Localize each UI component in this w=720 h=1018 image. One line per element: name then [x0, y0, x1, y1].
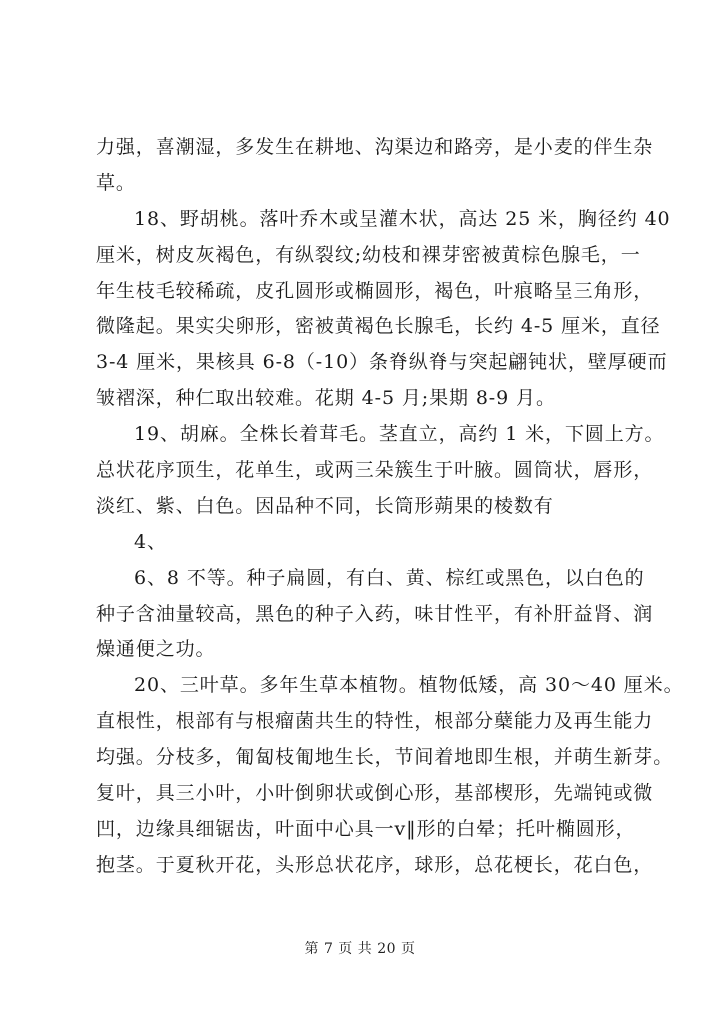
text-line: 淡红、紫、白色。因品种不同，长筒形蒴果的棱数有 [96, 494, 554, 517]
text-line: 皱褶深，种仁取出较难。花期 4-5 月;果期 8-9 月。 [96, 387, 556, 410]
text-line: 年生枝毛较稀疏，皮孔圆形或椭圆形，褐色，叶痕略呈三角形， [96, 279, 654, 302]
text-line: 19、胡麻。全株长着茸毛。茎直立，高约 1 米，下圆上方。 [134, 423, 665, 446]
text-line: 燥通便之功。 [96, 638, 216, 661]
text-line: 力强，喜潮湿，多发生在耕地、沟渠边和路旁，是小麦的伴生杂 [96, 136, 654, 158]
text-line: 微隆起。果实尖卵形，密被黄褐色长腺毛，长约 4-5 厘米，直径 [96, 315, 661, 338]
text-line: 18、野胡桃。落叶乔木或呈灌木状，高达 25 米，胸径约 40 [134, 207, 671, 230]
text-line: 草。 [96, 171, 136, 194]
text-line: 均强。分枝多，匍匐枝匍地生长，节间着地即生根，并萌生新芽。 [96, 746, 674, 769]
text-line: 厘米，树皮灰褐色，有纵裂纹;幼枝和裸芽密被黄棕色腺毛，一 [96, 243, 641, 266]
page-number-footer: 第 7 页 共 20 页 [304, 941, 416, 957]
text-line: 直根性，根部有与根瘤菌共生的特性，根部分蘖能力及再生能力 [96, 710, 654, 733]
text-line: 3-4 厘米，果核具 6-8（-10）条脊纵脊与突起翩钝状，壁厚硬而 [96, 351, 668, 374]
body-text [96, 130, 684, 884]
text-line: 凹，边缘具细锯齿，叶面中心具一v‖形的白晕；托叶椭圆形， [96, 817, 636, 840]
text-line: 复叶，具三小叶，小叶倒卵状或倒心形，基部楔形，先端钝或微 [96, 782, 654, 805]
text-line: 抱茎。于夏秋开花，头形总状花序，球形，总花梗长，花白色， [96, 853, 654, 876]
text-line: 6、8 不等。种子扁圆，有白、黄、棕红或黑色，以白色的 [134, 566, 645, 589]
text-line: 总状花序顶生，花单生，或两三朵簇生于叶腋。圆筒状，唇形， [96, 459, 654, 482]
text-line: 20、三叶草。多年生草本植物。植物低矮，高 30～40 厘米。 [134, 674, 684, 697]
text-line: 种子含油量较高，黑色的种子入药，味甘性平，有补肝益肾、润 [96, 602, 654, 625]
text-line: 4、 [134, 530, 167, 553]
